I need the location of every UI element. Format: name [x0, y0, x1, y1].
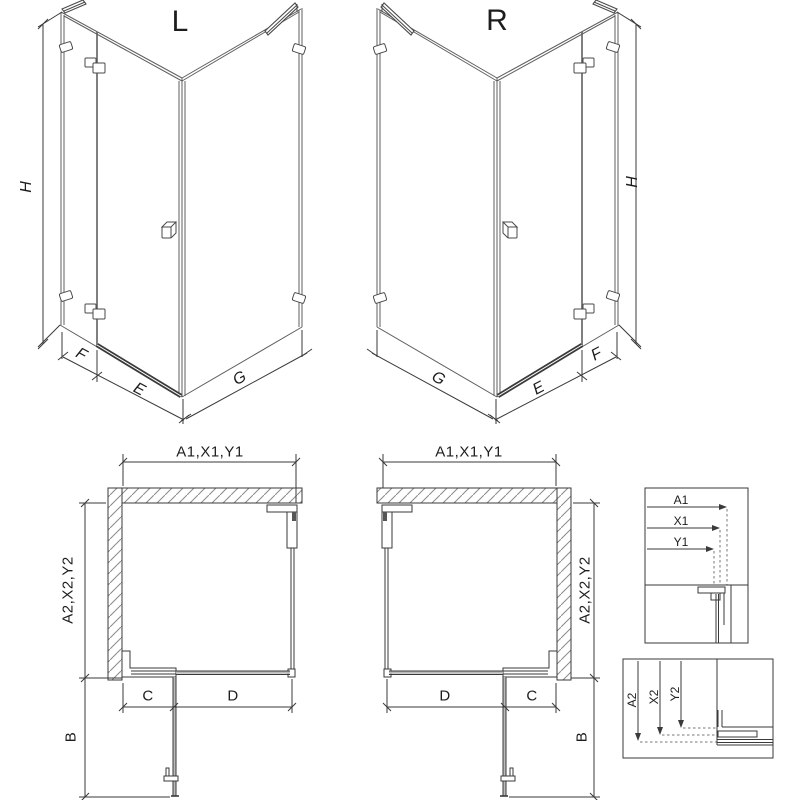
dim-label-plan-top-left: A1,X1,Y1: [176, 443, 244, 461]
right-plan-wall-hatch: [377, 488, 571, 680]
view-label-left: L: [171, 5, 189, 38]
left-plan-view-lines: [79, 454, 302, 800]
dim-label-height-right: H: [624, 176, 641, 188]
detail-label-a2: A2: [625, 692, 639, 708]
detail-label-x1: X1: [673, 514, 689, 528]
detail-label-x2: X2: [647, 689, 661, 705]
dim-label-d-left: D: [227, 687, 239, 705]
dim-label-plan-side-left: A2,X2,Y2: [59, 556, 77, 624]
dim-label-return-left: G: [230, 368, 250, 390]
dim-label-door-left: E: [130, 379, 148, 400]
dim-label-fixed-left: F: [72, 344, 90, 365]
detail-label-y1: Y1: [673, 535, 689, 549]
detail-top-section: [645, 488, 748, 643]
dim-label-height-left: H: [18, 181, 35, 193]
dim-label-door-right: E: [530, 378, 548, 399]
detail-label-a1: A1: [673, 493, 689, 507]
dim-label-plan-top-right: A1,X1,Y1: [435, 443, 503, 461]
dim-label-return-right: G: [428, 368, 448, 390]
dim-label-b-left: B: [62, 731, 80, 743]
dim-label-fixed-right: F: [588, 344, 606, 365]
view-label-right: R: [486, 4, 508, 37]
dim-label-plan-side-right: A2,X2,Y2: [576, 556, 594, 624]
dim-label-c-left: C: [142, 687, 154, 705]
dim-label-b-right: B: [573, 731, 591, 743]
dim-label-c-right: C: [526, 687, 538, 705]
detail-label-y2: Y2: [668, 686, 682, 702]
detail-bottom-section: [623, 659, 773, 758]
dim-label-d-right: D: [439, 687, 451, 705]
